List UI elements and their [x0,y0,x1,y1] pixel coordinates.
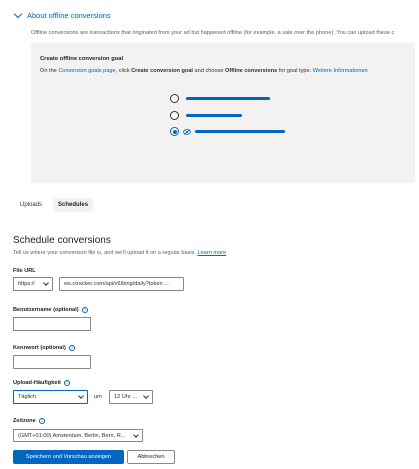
radio-icon [170,111,179,120]
info-icon[interactable]: ? [83,307,86,312]
file-url-value: ws.ctracker.com/api/v6/bing/daily?token ... [64,281,169,287]
subtitle-text: Tell us where your conversion file is, and we'll upload it on a regular basis. [13,250,196,256]
tab-uploads[interactable]: Uploads [20,202,43,208]
section-subtitle [13,250,226,256]
chevron-down-icon [143,393,149,399]
illustration-line [186,97,270,100]
panel-desc-bold: Offline conversions [225,68,278,74]
illustration-line [195,130,285,133]
more-info-link[interactable]: Weitere Informationen [312,68,368,74]
time-value: 12 Uhr ... [114,394,138,400]
section-title: Schedule conversions [13,235,111,246]
frequency-select[interactable] [13,390,88,404]
about-offline-conversions-toggle[interactable] [15,11,111,20]
chevron-down-icon [133,432,139,438]
panel-desc-text: for goal type. [277,68,313,74]
chevron-down-icon [14,10,22,18]
radio-selected-icon [170,127,179,136]
timezone-label-text: Zeitzone [13,418,36,424]
tab-bar [15,198,93,212]
info-icon[interactable]: ? [70,345,73,350]
panel-desc-bold: Create conversion goal [131,68,193,74]
about-description: Offline conversions are transactions that originated from your ad but happened offline (for example, a sale over the phone). You can upload these c [31,30,395,36]
chevron-down-icon [43,280,49,286]
illustration-line [186,114,242,117]
panel-title: Create offline conversion goal [40,56,124,62]
file-url-label-text: File URL [13,268,36,274]
timezone-select[interactable] [13,429,143,442]
protocol-value: https:// [18,281,35,287]
protocol-select[interactable] [13,277,53,291]
username-label-text: Benutzername (optional) [13,307,79,313]
password-label-text: Kennwort (optional) [13,345,66,351]
panel-desc-text: and choose [193,68,226,74]
illustration-option-2 [170,111,242,120]
chevron-down-icon [78,393,84,399]
illustration-option-3 [170,127,285,136]
timezone-value: (GMT+01:00) Amsterdam, Berlin, Bern, R... [18,432,126,439]
username-label [13,307,88,313]
info-icon[interactable]: ? [40,418,43,423]
offline-goal-panel [31,43,415,183]
conversion-goals-page-link[interactable]: Conversion goals page [58,68,116,74]
about-title: About offline conversions [27,11,111,20]
timezone-label [13,418,45,424]
panel-desc-text: On the [40,68,59,74]
save-and-preview-button[interactable]: Speichern und Vorschau anzeigen [13,450,124,464]
learn-more-link[interactable]: Learn more [197,250,227,256]
username-input[interactable] [13,317,91,331]
password-label [13,345,75,351]
frequency-label [13,380,70,386]
eye-hidden-icon [183,129,191,135]
at-label: um [94,394,102,400]
file-url-input[interactable] [59,277,184,291]
info-icon[interactable]: ? [65,380,68,385]
illustration-option-1 [170,94,270,103]
frequency-label-text: Upload-Häufigkeit [13,380,61,386]
tab-schedules[interactable]: Schedules [53,198,93,212]
time-select[interactable] [109,390,153,404]
radio-icon [170,94,179,103]
panel-description [40,68,368,74]
frequency-value: Täglich [18,394,37,400]
cancel-button[interactable]: Abbrechen [127,450,175,464]
password-input[interactable] [13,355,91,369]
panel-desc-text: , click [115,68,132,74]
file-url-label [13,268,36,274]
